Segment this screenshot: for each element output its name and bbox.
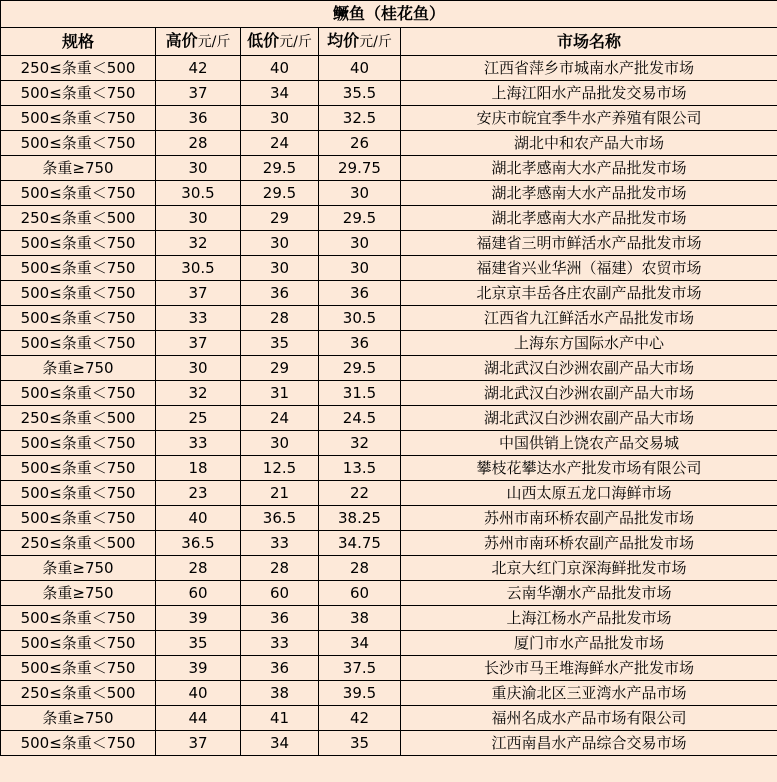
cell-high: 30 xyxy=(156,206,241,231)
cell-avg: 30 xyxy=(319,231,401,256)
cell-avg: 38.25 xyxy=(319,506,401,531)
cell-high: 32 xyxy=(156,231,241,256)
cell-low: 29.5 xyxy=(241,181,319,206)
cell-spec: 500≤条重＜750 xyxy=(1,506,156,531)
table-row xyxy=(1,381,777,406)
cell-high: 30.5 xyxy=(156,256,241,281)
cell-avg: 37.5 xyxy=(319,656,401,681)
cell-high: 44 xyxy=(156,706,241,731)
cell-high: 30 xyxy=(156,356,241,381)
cell-high: 36 xyxy=(156,106,241,131)
table-row xyxy=(1,681,777,706)
cell-avg: 30.5 xyxy=(319,306,401,331)
cell-low: 30 xyxy=(241,431,319,456)
table-row xyxy=(1,581,777,606)
cell-avg: 35.5 xyxy=(319,81,401,106)
cell-avg: 26 xyxy=(319,131,401,156)
cell-market: 长沙市马王堆海鲜水产批发市场 xyxy=(401,656,777,681)
table-row xyxy=(1,731,777,756)
cell-low: 24 xyxy=(241,406,319,431)
cell-high: 33 xyxy=(156,306,241,331)
table-row xyxy=(1,181,777,206)
cell-avg: 29.75 xyxy=(319,156,401,181)
cell-high: 37 xyxy=(156,731,241,756)
cell-spec: 250≤条重＜500 xyxy=(1,206,156,231)
cell-avg: 40 xyxy=(319,56,401,81)
cell-avg: 24.5 xyxy=(319,406,401,431)
cell-market: 江西南昌水产品综合交易市场 xyxy=(401,731,777,756)
cell-low: 41 xyxy=(241,706,319,731)
cell-high: 37 xyxy=(156,331,241,356)
header-high: 高价元/斤 xyxy=(156,28,241,56)
cell-market: 北京大红门京深海鲜批发市场 xyxy=(401,556,777,581)
cell-low: 33 xyxy=(241,631,319,656)
cell-spec: 500≤条重＜750 xyxy=(1,431,156,456)
cell-spec: 250≤条重＜500 xyxy=(1,56,156,81)
cell-market: 苏州市南环桥农副产品批发市场 xyxy=(401,506,777,531)
table-row xyxy=(1,231,777,256)
cell-high: 28 xyxy=(156,131,241,156)
cell-high: 32 xyxy=(156,381,241,406)
cell-low: 28 xyxy=(241,556,319,581)
cell-avg: 29.5 xyxy=(319,356,401,381)
cell-spec: 500≤条重＜750 xyxy=(1,231,156,256)
table-row xyxy=(1,81,777,106)
table-row xyxy=(1,481,777,506)
cell-low: 34 xyxy=(241,731,319,756)
table-row xyxy=(1,606,777,631)
cell-avg: 30 xyxy=(319,181,401,206)
cell-avg: 22 xyxy=(319,481,401,506)
cell-low: 29.5 xyxy=(241,156,319,181)
table-row xyxy=(1,156,777,181)
table-row xyxy=(1,331,777,356)
cell-spec: 500≤条重＜750 xyxy=(1,131,156,156)
cell-spec: 250≤条重＜500 xyxy=(1,531,156,556)
cell-avg: 34.75 xyxy=(319,531,401,556)
table-row xyxy=(1,656,777,681)
table-row xyxy=(1,256,777,281)
cell-market: 中国供销上饶农产品交易城 xyxy=(401,431,777,456)
cell-avg: 13.5 xyxy=(319,456,401,481)
table-row xyxy=(1,131,777,156)
cell-market: 苏州市南环桥农副产品批发市场 xyxy=(401,531,777,556)
cell-avg: 38 xyxy=(319,606,401,631)
cell-low: 30 xyxy=(241,106,319,131)
cell-avg: 35 xyxy=(319,731,401,756)
cell-low: 36.5 xyxy=(241,506,319,531)
cell-low: 24 xyxy=(241,131,319,156)
cell-high: 30.5 xyxy=(156,181,241,206)
table-body xyxy=(1,56,777,756)
cell-spec: 500≤条重＜750 xyxy=(1,306,156,331)
cell-low: 30 xyxy=(241,256,319,281)
table-row xyxy=(1,356,777,381)
cell-high: 37 xyxy=(156,281,241,306)
cell-high: 39 xyxy=(156,606,241,631)
cell-market: 湖北孝感南大水产品批发市场 xyxy=(401,206,777,231)
cell-spec: 500≤条重＜750 xyxy=(1,731,156,756)
cell-low: 30 xyxy=(241,231,319,256)
cell-high: 30 xyxy=(156,156,241,181)
cell-avg: 42 xyxy=(319,706,401,731)
cell-high: 37 xyxy=(156,81,241,106)
cell-spec: 500≤条重＜750 xyxy=(1,181,156,206)
cell-low: 33 xyxy=(241,531,319,556)
cell-low: 29 xyxy=(241,206,319,231)
table-row xyxy=(1,56,777,81)
cell-low: 35 xyxy=(241,331,319,356)
cell-spec: 500≤条重＜750 xyxy=(1,106,156,131)
table-row xyxy=(1,556,777,581)
cell-low: 36 xyxy=(241,656,319,681)
cell-low: 28 xyxy=(241,306,319,331)
cell-avg: 29.5 xyxy=(319,206,401,231)
cell-avg: 36 xyxy=(319,331,401,356)
cell-spec: 500≤条重＜750 xyxy=(1,656,156,681)
cell-spec: 条重≥750 xyxy=(1,156,156,181)
cell-high: 40 xyxy=(156,681,241,706)
cell-spec: 500≤条重＜750 xyxy=(1,606,156,631)
cell-avg: 32 xyxy=(319,431,401,456)
cell-avg: 30 xyxy=(319,256,401,281)
cell-market: 江西省九江鲜活水产品批发市场 xyxy=(401,306,777,331)
cell-avg: 31.5 xyxy=(319,381,401,406)
cell-market: 北京京丰岳各庄农副产品批发市场 xyxy=(401,281,777,306)
cell-market: 上海东方国际水产中心 xyxy=(401,331,777,356)
title-row xyxy=(1,1,777,28)
cell-market: 福建省兴业华洲（福建）农贸市场 xyxy=(401,256,777,281)
cell-low: 60 xyxy=(241,581,319,606)
cell-spec: 500≤条重＜750 xyxy=(1,381,156,406)
cell-market: 湖北武汉白沙洲农副产品大市场 xyxy=(401,406,777,431)
cell-market: 湖北武汉白沙洲农副产品大市场 xyxy=(401,381,777,406)
cell-avg: 32.5 xyxy=(319,106,401,131)
cell-high: 40 xyxy=(156,506,241,531)
cell-spec: 500≤条重＜750 xyxy=(1,481,156,506)
table-row xyxy=(1,281,777,306)
cell-spec: 500≤条重＜750 xyxy=(1,281,156,306)
cell-spec: 条重≥750 xyxy=(1,556,156,581)
cell-spec: 500≤条重＜750 xyxy=(1,631,156,656)
cell-market: 湖北孝感南大水产品批发市场 xyxy=(401,156,777,181)
cell-avg: 36 xyxy=(319,281,401,306)
cell-market: 福建省三明市鲜活水产品批发市场 xyxy=(401,231,777,256)
cell-high: 33 xyxy=(156,431,241,456)
cell-high: 25 xyxy=(156,406,241,431)
header-row xyxy=(1,28,777,56)
cell-avg: 28 xyxy=(319,556,401,581)
cell-market: 厦门市水产品批发市场 xyxy=(401,631,777,656)
cell-market: 福州名成水产品市场有限公司 xyxy=(401,706,777,731)
cell-spec: 条重≥750 xyxy=(1,356,156,381)
cell-high: 35 xyxy=(156,631,241,656)
table-row xyxy=(1,456,777,481)
cell-high: 42 xyxy=(156,56,241,81)
table-row xyxy=(1,106,777,131)
cell-low: 21 xyxy=(241,481,319,506)
cell-avg: 60 xyxy=(319,581,401,606)
header-low: 低价元/斤 xyxy=(241,28,319,56)
cell-high: 28 xyxy=(156,556,241,581)
cell-market: 湖北孝感南大水产品批发市场 xyxy=(401,181,777,206)
cell-spec: 条重≥750 xyxy=(1,706,156,731)
cell-market: 湖北中和农产品大市场 xyxy=(401,131,777,156)
cell-high: 36.5 xyxy=(156,531,241,556)
cell-market: 上海江阳水产品批发交易市场 xyxy=(401,81,777,106)
cell-low: 34 xyxy=(241,81,319,106)
table-row xyxy=(1,406,777,431)
cell-low: 31 xyxy=(241,381,319,406)
cell-spec: 500≤条重＜750 xyxy=(1,256,156,281)
table-row xyxy=(1,431,777,456)
table-row xyxy=(1,306,777,331)
table-row xyxy=(1,631,777,656)
cell-low: 12.5 xyxy=(241,456,319,481)
cell-spec: 500≤条重＜750 xyxy=(1,81,156,106)
table-row xyxy=(1,206,777,231)
cell-high: 18 xyxy=(156,456,241,481)
table-row xyxy=(1,531,777,556)
cell-spec: 条重≥750 xyxy=(1,581,156,606)
table-row xyxy=(1,706,777,731)
cell-avg: 34 xyxy=(319,631,401,656)
cell-low: 36 xyxy=(241,606,319,631)
cell-market: 攀枝花攀达水产批发市场有限公司 xyxy=(401,456,777,481)
cell-market: 重庆渝北区三亚湾水产品市场 xyxy=(401,681,777,706)
cell-market: 云南华潮水产品批发市场 xyxy=(401,581,777,606)
cell-high: 39 xyxy=(156,656,241,681)
cell-spec: 500≤条重＜750 xyxy=(1,456,156,481)
cell-market: 湖北武汉白沙洲农副产品大市场 xyxy=(401,356,777,381)
cell-high: 60 xyxy=(156,581,241,606)
header-spec: 规格 xyxy=(1,28,156,56)
cell-spec: 500≤条重＜750 xyxy=(1,331,156,356)
header-avg: 均价元/斤 xyxy=(319,28,401,56)
cell-low: 29 xyxy=(241,356,319,381)
cell-spec: 250≤条重＜500 xyxy=(1,681,156,706)
cell-market: 上海江杨水产品批发市场 xyxy=(401,606,777,631)
cell-low: 40 xyxy=(241,56,319,81)
cell-high: 23 xyxy=(156,481,241,506)
cell-low: 36 xyxy=(241,281,319,306)
cell-low: 38 xyxy=(241,681,319,706)
cell-market: 江西省萍乡市城南水产批发市场 xyxy=(401,56,777,81)
cell-spec: 250≤条重＜500 xyxy=(1,406,156,431)
header-market: 市场名称 xyxy=(401,28,777,56)
cell-avg: 39.5 xyxy=(319,681,401,706)
cell-market: 山西太原五龙口海鲜市场 xyxy=(401,481,777,506)
cell-market: 安庆市皖宜季牛水产养殖有限公司 xyxy=(401,106,777,131)
table-row xyxy=(1,506,777,531)
table-title: 鳜鱼（桂花鱼） xyxy=(1,1,777,28)
